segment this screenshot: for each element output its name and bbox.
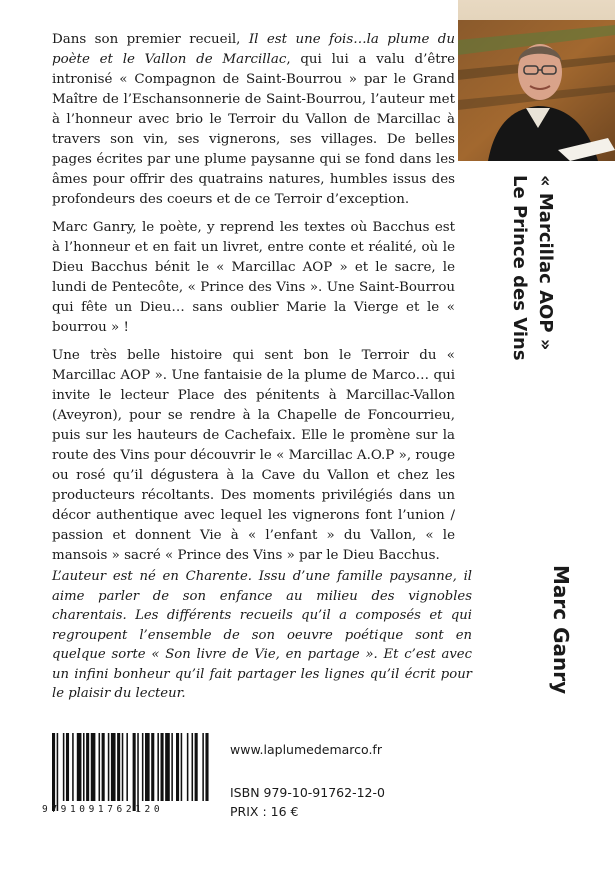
para1-start: Dans son premier recueil, <box>52 32 249 47</box>
description-paragraph-2: Marc Ganry, le poète, y reprend les textes où Bacchus est à l’honneur et en fait un livret, entre conte et réalité, où le Dieu Bacchus bénit le « Marcillac AOP » et le sacre, le lundi de Pentecôte, « Prince des Vins ». Une Saint-Bourrou qui fête un Dieu… sans oublier Marie la Vierge et le « bourrou » ! <box>52 220 455 335</box>
author-bio: L’auteur est né en Charente. Issu d’une famille paysanne, il aime parler de son enfance au milieu des vignobles charentais. Les différents recueils qu’il a composés et qui regroupent l’ensemble de son oeuvre poétique sont en quelque sorte « Son livre de Vie, en partage ». Et c’est avec un infini bonheur qu’il fait partager les lignes qu’il écrit pour le plaisir du lecteur. <box>52 569 472 701</box>
spine-title-line-1: « Marcillac AOP » <box>535 175 556 351</box>
first-book-title: Il est une fois…la plume du poète et le Vallon de Marcillac <box>52 32 455 67</box>
barcode-bar <box>192 733 194 801</box>
barcode-bar <box>117 733 120 801</box>
isbn-barcode <box>42 733 214 833</box>
barcode-bar <box>145 733 150 801</box>
barcode-bar <box>91 733 96 801</box>
barcode-bar <box>142 733 144 801</box>
barcode-bar <box>108 733 110 801</box>
barcode-bar <box>63 733 65 801</box>
barcode-bar <box>181 733 183 801</box>
barcode-bar <box>133 733 136 811</box>
barcode-bar <box>171 733 173 801</box>
barcode-bar <box>52 733 55 811</box>
isbn-number: ISBN 979-10-91762-12-0 <box>230 785 385 800</box>
barcode-bar <box>57 733 59 811</box>
author-photo <box>458 0 615 161</box>
barcode-digits: 9791091762120 <box>42 804 164 815</box>
barcode-bar <box>83 733 85 801</box>
para1-rest: , qui lui a valu d’être intronisé « Compagnon de Saint-Bourrou » par le Grand Maître de l’Eschansonnerie de Saint-Bourrou, l’auteur met à l’honneur avec brio le Terroir du Vallon de Marcillac à travers son vin, ses vignerons, ses villages. De belles pages écrites par une plume paysanne qui se fond dans les âmes pour offrir des quatrains natures, humbles issus des profondeurs des coeurs et de ce Terroir d’exception. <box>52 52 455 207</box>
back-cover-description <box>52 30 455 574</box>
barcode-bar <box>202 733 204 801</box>
price-label: PRIX : 16 € <box>230 804 299 819</box>
barcode-bar <box>111 733 116 801</box>
barcode-bar <box>66 733 69 801</box>
barcode-bar <box>195 733 198 801</box>
barcode-bar <box>205 733 208 801</box>
barcode-bar <box>176 733 179 801</box>
barcode-bar <box>77 733 82 801</box>
spine-author-name: Marc Ganry <box>549 565 573 695</box>
barcode-bar <box>122 733 124 801</box>
description-paragraph-3: Une très belle histoire qui sent bon le Terroir du « Marcillac AOP ». Une fantaisie de la plume de Marco… qui invite le lecteur Place des pénitents à Marcillac-Vallon (Aveyron), pour se rendre à la Chapelle de Foncourrieu, puis sur les hauteurs de Cachefaix. Elle le promène sur la route des Vins pour découvrir le « Marcillac A.O.P », rouge ou rosé qu’il dégustera à la Cave du Vallon et chez les producteurs récoltants. Des moments privilégiés dans un décor authentique avec lequel les vignerons font l’union / passion et donnent Vie à « l’enfant » du Vallon, « le mansois » sacré « Prince des Vins » par le Dieu Bacchus. <box>52 348 455 563</box>
spine-title-line-2: Le Prince des Vins <box>509 175 530 361</box>
barcode-bar <box>137 733 139 811</box>
spine-author <box>545 565 575 695</box>
barcode-bar <box>165 733 170 801</box>
barcode-bar <box>126 733 128 801</box>
barcode-bar <box>72 733 74 801</box>
barcode-bar <box>161 733 164 801</box>
barcode-bar <box>86 733 89 801</box>
barcode-bar <box>187 733 189 801</box>
barcode-bar <box>157 733 159 801</box>
spine-title <box>500 175 558 361</box>
barcode-bar <box>99 733 101 801</box>
description-paragraph-1 <box>52 30 455 210</box>
barcode-bar <box>151 733 154 801</box>
barcode-bar <box>102 733 105 801</box>
website-url: www.laplumedemarco.fr <box>230 742 382 757</box>
